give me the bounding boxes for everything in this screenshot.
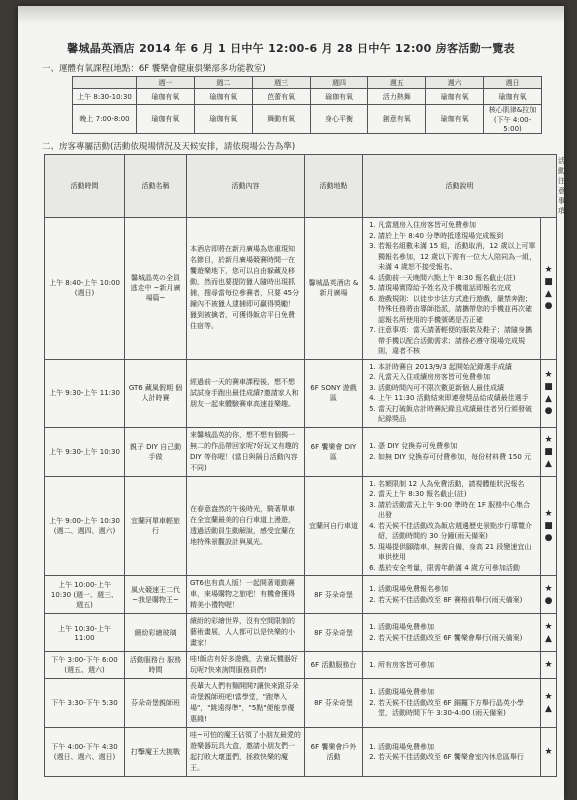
activity-description: 哇~可怕的魔王佔領了小朋友最愛的遊樂器玩具大盒，邀請小朋友們一起打敗大壞蛋們，拯救快樂的魔王。 <box>187 728 305 777</box>
activity-notes <box>363 576 541 614</box>
aerobics-class-cell: 瑜珈有氧 <box>426 89 484 105</box>
aerobics-class-cell: 瑜珈有氧 <box>484 89 542 105</box>
activity-note-item: 1. 憑 DIY 兌換券可免費參加 <box>378 441 537 452</box>
activity-notes <box>363 652 541 679</box>
aerobics-schedule-table <box>72 76 542 134</box>
activity-row <box>45 427 557 476</box>
activity-time: 上午 10:00-上午 10:30 (週一、週三、週五) <box>45 576 125 614</box>
activity-name: 打擊魔王大挑戰 <box>125 728 187 777</box>
activity-note-item: 1. 活動現場免費參加 <box>378 687 537 698</box>
activity-row <box>45 728 557 777</box>
activity-symbol-marks: ★ ■ ▲ ● <box>541 359 557 427</box>
activity-description: 長輩大人們有麵開開?讓快來跟芬朵奇堡親師班吧!當學堂，"跑準入場"，"跳遠得準"，"5點"便能享優惠錢! <box>187 679 305 728</box>
activity-header-cell: 活動說明 <box>363 155 557 218</box>
aerobics-header-cell: 週三 <box>252 77 310 89</box>
activity-time: 上午 9:30-上午 11:30 <box>45 359 125 427</box>
activity-note-item: 6. 遊戲規則：以徒步步法方式進行遊戲，嚴禁奔跑；特殊任務將由導師指派，請攜帶您的手機並再次確認報名所使用的手機號碼是否正確 <box>378 294 537 326</box>
activity-symbol-marks: ★ ■ ▲ <box>541 427 557 476</box>
activity-location: 8F 芬朵奇堡 <box>305 614 363 652</box>
activity-name: 馨城晶英の全員逃走中 ~新月廣場篇~ <box>125 218 187 360</box>
activity-location: 8F 芬朵奇堡 <box>305 576 363 614</box>
activity-location: 6F 饗樂會戶外活動 <box>305 728 363 777</box>
activity-header-cell: 活動時間 <box>45 155 125 218</box>
activity-location: 6F 饗樂會 DIY 區 <box>305 427 363 476</box>
activity-description: 本酒店即將在新月廣場為您重現知名節目，於新月廣場競賽時間一在饗遊樂地下，您可以自由躲藏及移動，然而也要提防獵人隨時出現抓捕，搜尋當每位參賽者，只要 45分鐘內不被獵人逮捕即可贏得獎勵！獵到被擒者，可獲得飯店平日免費住宿等。 <box>187 218 305 360</box>
aerobics-row <box>73 105 542 134</box>
activity-notes <box>363 218 541 360</box>
activity-row <box>45 359 557 427</box>
activity-note-item: 4. 若天候不佳活動改為飯店週邊歷史景點步行導覽介紹，活動時間約 30 分鐘(雨天備案) <box>378 521 537 542</box>
activity-name: 繽紛彩繪玻璃 <box>125 614 187 652</box>
activity-symbol-marks: ★ ■ ● <box>541 476 557 576</box>
aerobics-class-cell: 瑜珈有氧 <box>137 105 195 134</box>
aerobics-header-cell: 週五 <box>368 77 426 89</box>
activity-note-item: 1. 本計時賽自 2013/9/3 起開始記錄選手成績 <box>378 362 537 373</box>
activity-description: 經過前一天的賽車課程後，想不想試試身手跑出最佳成績?邀請家人和朋友一起來體驗賽車高速並樂趣。 <box>187 359 305 427</box>
aerobics-header-cell: 週二 <box>194 77 252 89</box>
aerobics-class-cell: 創意有氧 <box>368 105 426 134</box>
activity-note-item: 2. 如無 DIY 兌換券可付費參加，每份材料費 150 元 <box>378 452 537 463</box>
activity-note-item: 5. 當天打破飯店計時賽紀錄且成績最佳者另行頒發破紀錄獎品 <box>378 404 537 425</box>
activity-note-item: 1. 活動現場免費參加 <box>378 622 537 633</box>
aerobics-time-cell: 晚上 7:00-8:00 <box>73 105 137 134</box>
activity-note-item: 4. 上午 11:30 活動結束即連發獎品給成績最佳選手 <box>378 393 537 404</box>
activity-name: 芬朵奇堡親師班 <box>125 679 187 728</box>
aerobics-class-cell: 瑜珈有氧 <box>426 105 484 134</box>
activity-note-item: 2. 若天候不佳活動改至 8F 賽格前舉行(雨天備案) <box>378 595 537 606</box>
activity-note-item: 6. 基於安全考量，限需年齡滿 4 歲方可參加活動 <box>378 563 537 574</box>
activity-note-item: 1. 所有房客皆可參加 <box>378 660 537 671</box>
aerobics-class-cell: 身心平衡 <box>310 105 368 134</box>
aerobics-class-cell: 舞動有氧 <box>252 105 310 134</box>
activity-table-header: 活動時間 活動名稱 活動內容 活動地點 活動說明 活動注意事項 <box>45 155 557 218</box>
aerobics-header-cell <box>73 77 137 89</box>
activity-description: GT6也有真人版！一起開著電動賽車，來場購物之旅吧！有機會獲得精美小禮物喔！ <box>187 576 305 614</box>
activity-row <box>45 652 557 679</box>
activity-note-item: 1. 凡當週房入住房客皆可免費參加 <box>378 220 537 231</box>
activity-symbol-marks: ★ ● <box>541 576 557 614</box>
activity-notes <box>363 476 541 576</box>
activity-note-item: 1. 活動現場免費報名參加 <box>378 584 537 595</box>
aerobics-header-cell: 週日 <box>484 77 542 89</box>
aerobics-time-cell: 上午 8:30-10:30 <box>73 89 137 105</box>
activity-row <box>45 679 557 728</box>
activity-notes <box>363 359 541 427</box>
activity-note-item: 2. 若天候不佳活動改至 6F 銅鑼下方舉行晶英小學堂，活動時間下午 3:30-4:00 (雨天備案) <box>378 698 537 719</box>
activity-row <box>45 218 557 360</box>
activity-location: 宜蘭河自行車道 <box>305 476 363 576</box>
activity-note-item: 1. 活動現場免費參加 <box>378 742 537 753</box>
activity-location: 馨城晶英酒店 & 新月廣場 <box>305 218 363 360</box>
activity-notes <box>363 614 541 652</box>
aerobics-class-cell: 瑜珈有氧 <box>194 105 252 134</box>
guest-activity-table <box>44 154 565 777</box>
activity-time: 上午 10:30-上午 11:00 <box>45 614 125 652</box>
activity-time: 上午 9:00-上午 10:30 (週二、週四、週六) <box>45 476 125 576</box>
activity-row <box>45 476 557 576</box>
aerobics-row <box>73 89 542 105</box>
activity-note-item: 2. 請於上午 8:40 分準時抵達現場完成報到 <box>378 231 537 242</box>
activity-description: 來馨城晶英的你，想不想有個獨一無二的作品帶回家呢?好玩又有趣的 DIY 等你喔！(當日與隔日活動內容不同) <box>187 427 305 476</box>
activity-description: 在春意盎然的午後時光，騎著單車在全宜蘭最美的自行車道上漫遊，透過活動員生動解說，感受宜蘭在地特殊景觀設計與風光。 <box>187 476 305 576</box>
activity-header-cell: 活動內容 <box>187 155 305 218</box>
activity-name: 活動服務台 服務時間 <box>125 652 187 679</box>
activity-time: 下午 3:30-下午 5:30 <box>45 679 125 728</box>
activity-description: 哇!飯店有好多遊戲，去童玩機器好玩呢?快來詢問服務員們! <box>187 652 305 679</box>
aerobics-class-cell: 瑜珈有氧 <box>194 89 252 105</box>
activity-location: 6F 活動服務台 <box>305 652 363 679</box>
activity-symbol-marks: ★ <box>541 652 557 679</box>
activity-note-item: 4. 活動前一天晚間六點上午 8:30 報名截止(註) <box>378 273 537 284</box>
activity-note-item: 3. 活動時間內可不限次數更新個人最佳成績 <box>378 383 537 394</box>
activity-note-item: 2. 若天候不佳活動改至 6F 饗樂會室內休息區舉行 <box>378 752 537 763</box>
aerobics-class-cell: 核心肌律&拉加(下午 4:00-5:00) <box>484 105 542 134</box>
activity-notes <box>363 728 541 777</box>
activity-note-item: 2. 凡當天入住或續房房客皆可免費參加 <box>378 372 537 383</box>
aerobics-header-row <box>73 77 542 89</box>
activity-symbol-marks: ★ ▲ <box>541 679 557 728</box>
activity-header-cell: 活動地點 <box>305 155 363 218</box>
activity-note-item: 7. 注意事項：當天請著輕便的服裝及鞋子；請隨身攜帶手機以配合活動需求；請務必遵守現場完成規則，違者不核 <box>378 325 537 357</box>
activity-name: 宜蘭河單車輕旅行 <box>125 476 187 576</box>
activity-notes <box>363 427 541 476</box>
activity-name: 風火競速王二代 ~我是購物王~ <box>125 576 187 614</box>
activity-notes <box>363 679 541 728</box>
aerobics-header-cell: 週一 <box>137 77 195 89</box>
sheet-title: 馨城晶英酒店 2014 年 6 月 1 日中午 12:00-6 月 28 日中午 12:00 房客活動一覽表 <box>67 42 515 55</box>
activity-symbol-marks: ★ <box>541 728 557 777</box>
activity-row <box>45 614 557 652</box>
activity-name: GT6 藏風假期 個人計時賽 <box>125 359 187 427</box>
activity-location: 6F SONY 遊戲區 <box>305 359 363 427</box>
aerobics-class-cell: 活力熱舞 <box>368 89 426 105</box>
activity-note-item: 5. 請現場實際給予姓名及手機電話即報名完成 <box>378 283 537 294</box>
aerobics-class-cell: 芭蕾有氧 <box>252 89 310 105</box>
activity-row <box>45 576 557 614</box>
activity-time: 下午 3:00-下午 6:00 (週五、週六) <box>45 652 125 679</box>
activity-symbol-marks: ★ ▲ <box>541 614 557 652</box>
activity-description: 繽紛的彩繪世界，沒有空間限制的藝術畫展，人人都可以是快樂的小畫家！ <box>187 614 305 652</box>
aerobics-header-cell: 週六 <box>426 77 484 89</box>
activity-note-item: 2. 若天候不佳活動改至 6F 饗樂會舉行(雨天備案) <box>378 633 537 644</box>
aerobics-class-cell: 瑜珈有氧 <box>310 89 368 105</box>
section2-title: 二、房客專屬活動(活動依現場情況及天候安排，請依現場公告為準) <box>42 142 296 152</box>
aerobics-header-cell: 週四 <box>310 77 368 89</box>
section1-title: 一、運體有氧課程(地點：6F 饗樂會健康俱樂部多功能教室) <box>42 64 266 74</box>
activity-note-item: 3. 若報名組數未滿 15 組，活動取消，12 歲以上可單獨報名參加，12 歲以下需有一位大人陪同為一組，未滿 4 歲恕不接受報名。 <box>378 241 537 273</box>
activity-location: 8F 芬朵奇堡 <box>305 679 363 728</box>
activity-note-item: 1. 名額限制 12 人為免費活動，請視體能狀況報名 <box>378 479 537 490</box>
activity-name: 親子 DIY 自己動手做 <box>125 427 187 476</box>
activity-time: 上午 8:40-上午 10:00 (週日) <box>45 218 125 360</box>
paper-shadow <box>18 6 564 24</box>
activity-time: 上午 9:30-上午 10:30 <box>45 427 125 476</box>
activity-note-item: 2. 當天上午 8:30 報名截止(註) <box>378 489 537 500</box>
activity-time: 下午 4:00-下午 4:30 (週日、週六、週日) <box>45 728 125 777</box>
activity-note-item: 5. 現場提供腳踏車，無需自備，身高 21 段變速宜山車供使用 <box>378 542 537 563</box>
activity-note-item: 3. 請於活動當天上午 9:00 準時在 1F 服務中心集合出發 <box>378 500 537 521</box>
aerobics-class-cell: 瑜珈有氧 <box>137 89 195 105</box>
activity-sheet <box>18 6 564 800</box>
activity-symbol-marks: ★ ■ ▲ ● <box>541 218 557 360</box>
activity-header-cell: 活動名稱 <box>125 155 187 218</box>
